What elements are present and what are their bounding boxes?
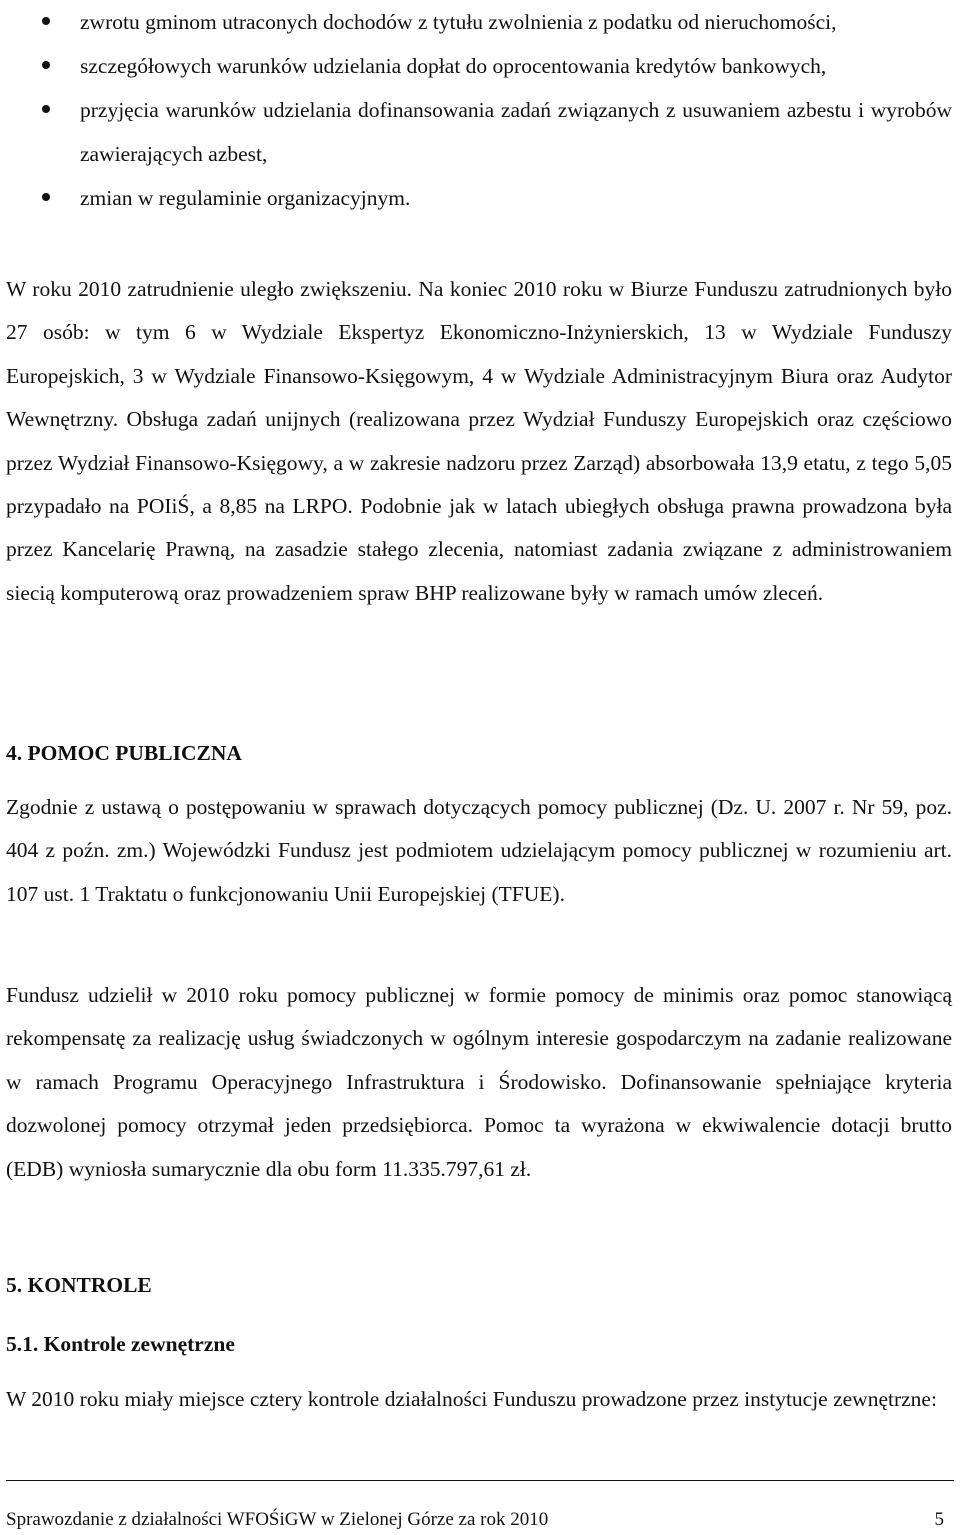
employment-paragraph: W roku 2010 zatrudnienie uległo zwiększeniu. Na koniec 2010 roku w Biurze Funduszu zatrudnionych było 27 osób: w tym 6 w Wydziale Ekspertyz Ekonomiczno-Inżynierskich, 13 w Wydziale Funduszy Europejskich, 3 w Wydziale Finansowo-Księgowym, 4 w Wydziale Administracyjnym Biura oraz Audytor Wewnętrzny. Obsługa zadań unijnych (realizowana przez Wydział Funduszy Europejskich oraz częściowo przez Wydział Finansowo-Księgowy, a w zakresie nadzoru przez Zarząd) absorbowała 13,9 etatu, z tego 5,05 przypadało na POIiŚ, a 8,85 na LRPO. Podobnie jak w latach ubiegłych obsługa prawna prowadzona była przez Kancelarię Prawną, na zasadzie stałego zlecenia, natomiast zadania związane z administrowaniem siecią komputerową oraz prowadzeniem spraw BHP realizowane były w ramach umów zleceń. bbox=[6, 277, 952, 605]
list-item: zmian w regulaminie organizacyjnym. bbox=[0, 176, 960, 220]
controls-paragraph: W 2010 roku miały miejsce cztery kontrole działalności Funduszu prowadzone przez instytucje zewnętrzne: bbox=[6, 1387, 937, 1411]
subsection-heading-external-controls: 5.1. Kontrole zewnętrzne bbox=[6, 1332, 235, 1356]
page-footer bbox=[6, 1505, 954, 1535]
list-item: szczegółowych warunków udzielania dopłat do oprocentowania kredytów bankowych, bbox=[0, 44, 960, 88]
list-item: przyjęcia warunków udzielania dofinansowania zadań związanych z usuwaniem azbestu i wyrobów zawierających azbest, bbox=[0, 88, 960, 176]
footer-title: Sprawozdanie z działalności WFOŚiGW w Zielonej Górze za rok 2010 bbox=[6, 1509, 549, 1530]
public-aid-law-paragraph: Zgodnie z ustawą o postępowaniu w sprawach dotyczących pomocy publicznej (Dz. U. 2007 r. Nr 59, poz. 404 z poźn. zm.) Wojewódzki Fundusz jest podmiotem udzielającym pomocy publicznej w rozumieniu art. 107 ust. 1 Traktatu o funkcjonowaniu Unii Europejskiej (TFUE). bbox=[6, 795, 952, 906]
page-number: 5 bbox=[934, 1509, 944, 1530]
resolution-list bbox=[0, 0, 960, 220]
list-item: zwrotu gminom utraconych dochodów z tytułu zwolnienia z podatku od nieruchomości, bbox=[0, 0, 960, 44]
section-heading-public-aid: 4. POMOC PUBLICZNA bbox=[6, 741, 242, 765]
footer-divider bbox=[6, 1480, 954, 1481]
section-heading-controls: 5. KONTROLE bbox=[6, 1273, 152, 1297]
public-aid-granted-paragraph: Fundusz udzielił w 2010 roku pomocy publicznej w formie pomocy de minimis oraz pomoc stanowiącą rekompensatę za realizację usług świadczonych w ogólnym interesie gospodarczym na zadanie realizowane w ramach Programu Operacyjnego Infrastruktura i Środowisko. Dofinansowanie spełniające kryteria dozwolonej pomocy otrzymał jeden przedsiębiorca. Pomoc ta wyrażona w ekwiwalencie dotacji brutto (EDB) wyniosła sumarycznie dla obu form 11.335.797,61 zł. bbox=[6, 983, 952, 1181]
